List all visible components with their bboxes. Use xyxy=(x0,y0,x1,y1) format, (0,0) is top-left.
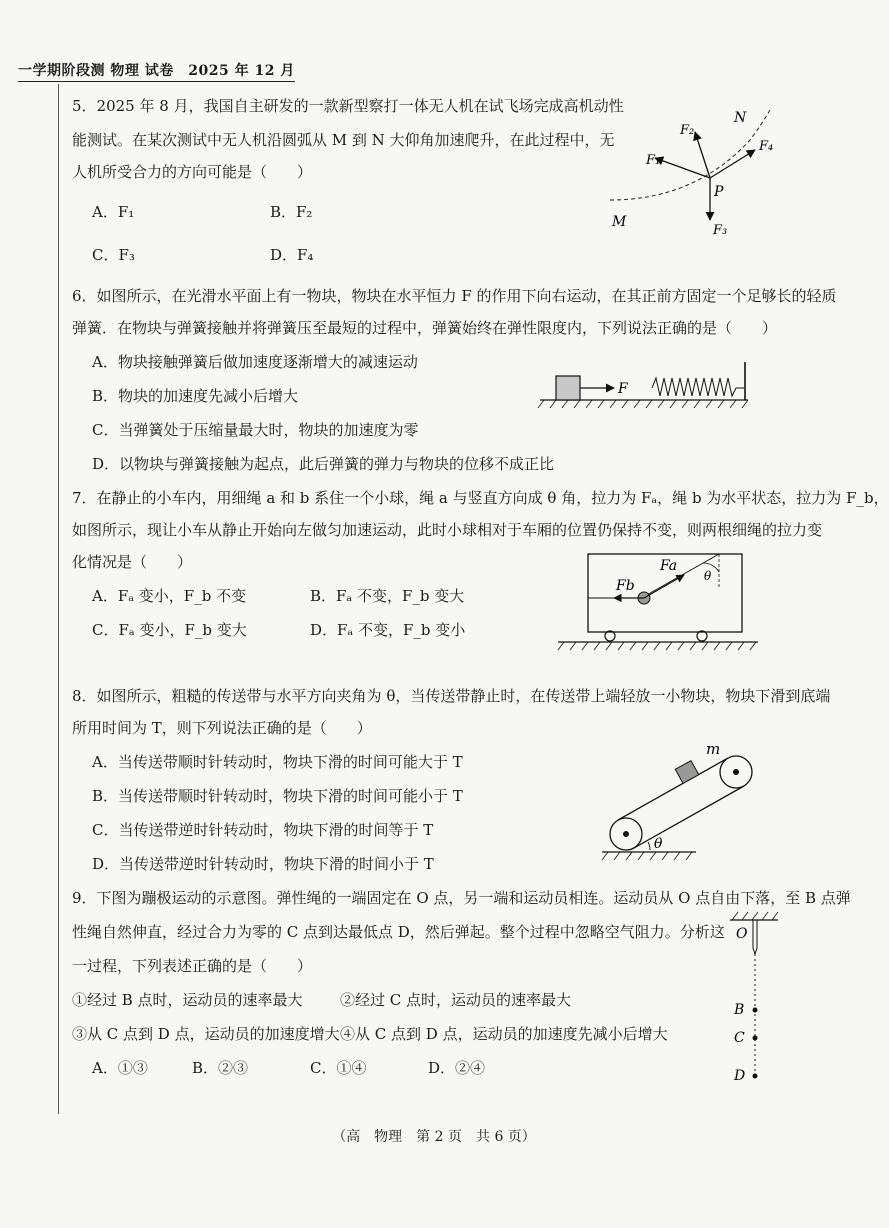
q8-label-m: m xyxy=(706,740,721,758)
q5-label-f3: F₃ xyxy=(713,223,728,238)
q8-upper-axle xyxy=(733,769,739,775)
q5-option-b: B．F₂ xyxy=(270,203,313,221)
q7-option-d: D．Fₐ 不变，F_b 变小 xyxy=(310,621,466,639)
q9-stem-line3: 一过程，下列表述正确的是（ ） xyxy=(72,957,313,975)
q9-label-d: D xyxy=(734,1068,746,1084)
q9-point-c xyxy=(753,1036,758,1041)
page-header: 一学期阶段测 物理 试卷 2025 年 12 月 xyxy=(18,60,295,82)
q9-statement-3: ③从 C 点到 D 点，运动员的加速度增大 xyxy=(72,1025,340,1043)
q7-option-c: C．Fₐ 变小，F_b 变大 xyxy=(92,621,247,639)
q5-label-f1: F₁ xyxy=(646,153,661,168)
q6-spring xyxy=(652,378,744,396)
q5-stem-line2: 能测试。在某次测试中无人机沿圆弧从 M 到 N 大仰角加速爬升，在此过程中，无 xyxy=(72,131,615,149)
q8-option-b: B．当传送带顺时针转动时，物块下滑的时间可能小于 T xyxy=(92,787,463,805)
q8-stem-line2: 所用时间为 T，则下列说法正确的是（ ） xyxy=(72,719,372,737)
q6-option-c: C．当弹簧处于压缩量最大时，物块的加速度为零 xyxy=(92,421,419,439)
q9-bungee-diagram xyxy=(722,910,792,1090)
q9-option-b: B．②③ xyxy=(192,1059,249,1077)
q9-anchor xyxy=(753,920,757,954)
q5-f1-arrow xyxy=(655,158,710,178)
q9-point-b xyxy=(753,1008,758,1013)
q7-ground-hatching xyxy=(558,642,756,650)
q6-stem-line1: 6．如图所示，在光滑水平面上有一物块，物块在水平恒力 F 的作用下向右运动，在其正前方固定一个足够长的轻质 xyxy=(72,287,837,305)
q8-lower-axle xyxy=(623,831,629,837)
q8-option-a: A．当传送带顺时针转动时，物块下滑的时间可能大于 T xyxy=(92,753,463,771)
q5-label-f4: F₄ xyxy=(759,139,774,154)
q7-stem-line3: 化情况是（ ） xyxy=(72,553,193,571)
q9-option-d: D．②④ xyxy=(428,1059,486,1077)
q6-stem-line2: 弹簧．在物块与弹簧接触并将弹簧压至最短的过程中，弹簧始终在弹性限度内，下列说法正确的是（ ） xyxy=(72,319,778,337)
q9-point-d xyxy=(753,1074,758,1079)
q8-label-theta: θ xyxy=(654,836,663,852)
q5-stem-line3: 人机所受合力的方向可能是（ ） xyxy=(72,163,313,181)
q7-stem-line2: 如图所示，现让小车从静止开始向左做匀加速运动，此时小球相对于车厢的位置仍保持不变，则两根细绳的拉力变 xyxy=(72,521,823,539)
q8-block xyxy=(675,761,699,784)
q6-option-a: A．物块接触弹簧后做加速度逐渐增大的减速运动 xyxy=(92,353,418,371)
q5-label-p: P xyxy=(714,184,724,200)
q5-option-d: D．F₄ xyxy=(270,246,314,264)
q6-option-d: D．以物块与弹簧接触为起点，此后弹簧的弹力与物块的位移不成正比 xyxy=(92,455,555,473)
q7-fa-arrow xyxy=(644,575,684,598)
q8-stem-line1: 8．如图所示，粗糙的传送带与水平方向夹角为 θ，当传送带静止时，在传送带上端轻放一小物块，物块下滑到底端 xyxy=(72,687,831,705)
q7-label-fa: Fa xyxy=(660,558,678,574)
q5-f2-arrow xyxy=(695,132,710,178)
q9-stem-line1: 9．下图为蹦极运动的示意图。弹性绳的一端固定在 O 点，另一端和运动员相连。运动员从 O 点自由下落，至 B 点弹 xyxy=(72,889,851,907)
q5-label-f2: F₂ xyxy=(680,123,695,138)
q5-stem-line1: 5．2025 年 8 月，我国自主研发的一款新型察打一体无人机在试飞场完成高机动性 xyxy=(72,97,624,115)
q7-label-fb: Fb xyxy=(616,578,635,594)
q8-option-c: C．当传送带逆时针转动时，物块下滑的时间等于 T xyxy=(92,821,434,839)
margin-line xyxy=(58,84,59,1114)
q6-spring-diagram xyxy=(536,356,756,412)
q7-stem-line1: 7．在静止的小车内，用细绳 a 和 b 系住一个小球，绳 a 与竖直方向成 θ 角，拉力为 Fₐ，绳 b 为水平状态，拉力为 F_b， xyxy=(72,489,889,507)
q5-f4-arrow xyxy=(710,150,755,178)
q5-option-a: A．F₁ xyxy=(92,203,135,221)
q8-belt-top xyxy=(618,758,728,820)
q5-label-m: M xyxy=(612,214,627,230)
q9-stem-line2: 性绳自然伸直，经过合力为零的 C 点到达最低点 D，然后弹起。整个过程中忽略空气阻力。分析这 xyxy=(72,923,725,941)
q9-option-c: C．①④ xyxy=(310,1059,367,1077)
q7-label-theta: θ xyxy=(704,569,712,583)
q5-label-n: N xyxy=(734,110,747,126)
q7-cart-diagram xyxy=(552,548,762,658)
q8-option-d: D．当传送带逆时针转动时，物块下滑的时间小于 T xyxy=(92,855,434,873)
q8-theta-arc xyxy=(648,842,650,850)
q9-option-a: A．①③ xyxy=(92,1059,148,1077)
q9-support-hatching xyxy=(732,912,778,920)
q9-statement-1: ①经过 B 点时，运动员的速率最大 xyxy=(72,991,303,1009)
page-footer: （高 物理 第 2 页 共 6 页） xyxy=(332,1129,536,1145)
q8-ground-hatching xyxy=(602,852,692,860)
q9-label-b: B xyxy=(734,1002,745,1018)
q9-label-c: C xyxy=(734,1030,745,1046)
q6-ground-hatching xyxy=(538,400,748,408)
q5-force-diagram xyxy=(600,100,800,240)
q8-belt-bottom xyxy=(634,786,744,848)
q6-block xyxy=(556,376,580,400)
q9-statement-2: ②经过 C 点时，运动员的速率最大 xyxy=(340,991,572,1009)
q9-statement-4: ④从 C 点到 D 点，运动员的加速度先减小后增大 xyxy=(340,1025,668,1043)
q8-conveyor-diagram xyxy=(596,740,766,864)
q6-label-f: F xyxy=(618,381,628,397)
q5-option-c: C．F₃ xyxy=(92,246,135,264)
q6-option-b: B．物块的加速度先减小后增大 xyxy=(92,387,299,405)
q9-label-o: O xyxy=(736,926,748,942)
q7-option-a: A．Fₐ 变小，F_b 不变 xyxy=(92,587,247,605)
q7-option-b: B．Fₐ 不变，F_b 变大 xyxy=(310,587,465,605)
